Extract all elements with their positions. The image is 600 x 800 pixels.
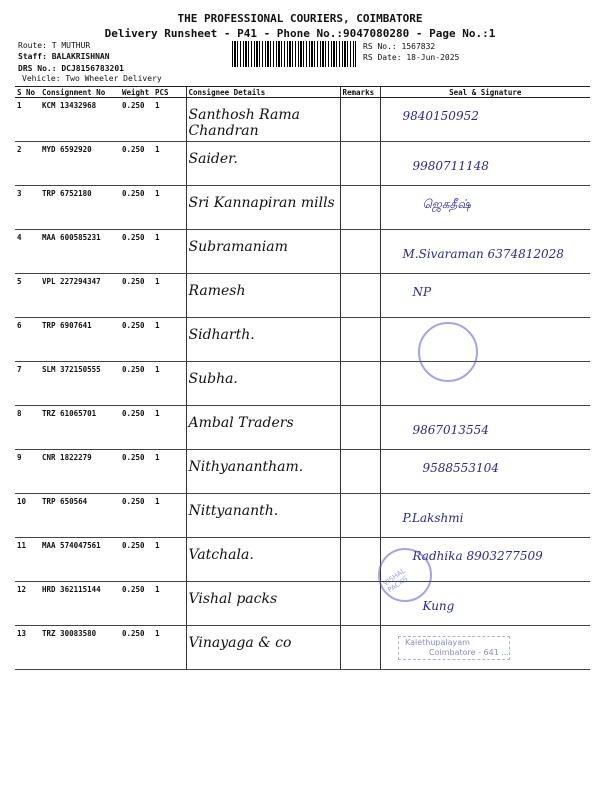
row-consignment-no: TRP 6752180 [40, 186, 120, 230]
row-remarks [340, 186, 380, 230]
row-consignee-cell [186, 230, 340, 274]
row-sno: 7 [15, 362, 40, 406]
row-pcs: 1 [153, 494, 186, 538]
vehicle-label: Vehicle: Two Wheeler Delivery [22, 74, 162, 83]
row-consignee-cell [186, 142, 340, 186]
row-signature: ஜெகதீஷ் [422, 197, 471, 211]
row-consignee-cell [186, 538, 340, 582]
row-weight: 0.250 [120, 582, 153, 626]
table-row [15, 494, 590, 538]
row-weight: 0.250 [120, 494, 153, 538]
row-consignment-no: TRP 6907641 [40, 318, 120, 362]
runsheet-table [15, 86, 590, 670]
row-sno: 13 [15, 626, 40, 670]
table-row [15, 98, 590, 142]
row-sno: 9 [15, 450, 40, 494]
row-remarks [340, 362, 380, 406]
row-signature: 9980711148 [412, 159, 489, 173]
row-consignee-cell [186, 450, 340, 494]
row-signature [383, 365, 589, 373]
row-signature: Kung [422, 599, 455, 613]
row-consignee: Sidharth. [188, 327, 255, 343]
row-pcs: 1 [153, 142, 186, 186]
row-consignee-cell [186, 582, 340, 626]
row-consignee-cell [186, 274, 340, 318]
row-remarks [340, 626, 380, 670]
row-signature-cell [380, 142, 590, 186]
table-row [15, 274, 590, 318]
row-remarks [340, 318, 380, 362]
row-sno: 12 [15, 582, 40, 626]
row-weight: 0.250 [120, 626, 153, 670]
row-signature-cell [380, 362, 590, 406]
row-remarks [340, 406, 380, 450]
row-remarks [340, 98, 380, 142]
row-signature-cell [380, 230, 590, 274]
rs-date: RS Date: 18-Jun-2025 [363, 53, 460, 62]
row-consignee-cell [186, 494, 340, 538]
table-row [15, 450, 590, 494]
row-signature: P.Lakshmi [402, 511, 464, 525]
row-consignee-cell [186, 362, 340, 406]
table-header-row [15, 87, 590, 98]
row-pcs: 1 [153, 318, 186, 362]
table-row [15, 230, 590, 274]
row-weight: 0.250 [120, 230, 153, 274]
row-consignee: Sri Kannapiran mills [188, 195, 335, 211]
row-remarks [340, 274, 380, 318]
col-sno: S No [15, 87, 40, 98]
row-remarks [340, 582, 380, 626]
row-signature-cell [380, 494, 590, 538]
row-pcs: 1 [153, 230, 186, 274]
row-pcs: 1 [153, 274, 186, 318]
rs-number: RS No.: 1567832 [363, 42, 436, 51]
row-weight: 0.250 [120, 362, 153, 406]
row-remarks [340, 230, 380, 274]
stamp-line-2: Coimbatore - 641 ... [429, 648, 509, 657]
row-consignee: Vinayaga & co [188, 635, 292, 651]
row-consignee: Ramesh [188, 283, 246, 299]
staff-label: Staff: BALAKRISHNAN [18, 52, 110, 61]
row-signature-cell [380, 318, 590, 362]
row-consignment-no: TRZ 30083580 [40, 626, 120, 670]
row-sno: 2 [15, 142, 40, 186]
table-row [15, 318, 590, 362]
row-consignment-no: TRZ 61065701 [40, 406, 120, 450]
col-seal-signature: Seal & Signature [380, 87, 590, 98]
row-consignment-no: CNR 1822279 [40, 450, 120, 494]
row-sno: 11 [15, 538, 40, 582]
row-consignment-no: MYD 6592920 [40, 142, 120, 186]
route-label: Route: T MUTHUR [18, 41, 91, 50]
row-consignment-no: MAA 600585231 [40, 230, 120, 274]
row-consignee-cell [186, 98, 340, 142]
row-consignee-cell [186, 406, 340, 450]
office-address-stamp [398, 636, 510, 660]
col-consignee-details: Consignee Details [186, 87, 340, 98]
row-weight: 0.250 [120, 98, 153, 142]
row-signature: 9840150952 [402, 109, 479, 123]
drs-label: DRS No.: DCJ8156783201 [18, 64, 124, 73]
row-consignee: Nittyananth. [188, 503, 279, 519]
row-weight: 0.250 [120, 274, 153, 318]
row-signature-cell [380, 186, 590, 230]
row-consignee-cell [186, 186, 340, 230]
row-sno: 4 [15, 230, 40, 274]
row-pcs: 1 [153, 626, 186, 670]
row-pcs: 1 [153, 450, 186, 494]
col-pcs: PCS [153, 87, 186, 98]
col-consignment-no: Consignment No [40, 87, 120, 98]
row-consignee-cell [186, 626, 340, 670]
row-signature: 9588553104 [422, 461, 499, 475]
vishal-seal-text: VISHAL PACKS [381, 566, 410, 595]
row-remarks [340, 142, 380, 186]
row-weight: 0.250 [120, 142, 153, 186]
col-remarks: Remarks [340, 87, 380, 98]
row-pcs: 1 [153, 406, 186, 450]
row-consignment-no: TRP 650564 [40, 494, 120, 538]
row-consignment-no: KCM 13432968 [40, 98, 120, 142]
row-sno: 10 [15, 494, 40, 538]
row-consignment-no: HRD 362115144 [40, 582, 120, 626]
row-consignee: Subha. [188, 371, 238, 387]
row-signature: 9867013554 [412, 423, 489, 437]
table-row [15, 186, 590, 230]
row-sno: 6 [15, 318, 40, 362]
row-pcs: 1 [153, 538, 186, 582]
row-consignment-no: VPL 227294347 [40, 274, 120, 318]
runsheet-title: THE PROFESSIONAL COURIERS, COIMBATORE [177, 12, 423, 25]
row-signature-cell [380, 98, 590, 142]
row-remarks [340, 538, 380, 582]
table-row [15, 142, 590, 186]
row-weight: 0.250 [120, 186, 153, 230]
col-weight: Weight [120, 87, 153, 98]
row-sno: 1 [15, 98, 40, 142]
row-weight: 0.250 [120, 406, 153, 450]
row-signature-cell [380, 274, 590, 318]
row-consignee: Subramaniam [188, 239, 288, 255]
row-signature: Radhika 8903277509 [412, 549, 543, 563]
row-signature: M.Sivaraman 6374812028 [402, 247, 564, 261]
row-consignee: Nithyanantham. [188, 459, 304, 475]
row-consignee: Vatchala. [188, 547, 254, 563]
row-weight: 0.250 [120, 450, 153, 494]
row-sno: 3 [15, 186, 40, 230]
row-signature [383, 321, 589, 335]
table-row [15, 362, 590, 406]
row-sno: 5 [15, 274, 40, 318]
row-consignee: Vishal packs [188, 591, 278, 607]
row-consignee: Saider. [188, 151, 238, 167]
row-pcs: 1 [153, 98, 186, 142]
row-remarks [340, 494, 380, 538]
table-row [15, 538, 590, 582]
vishal-packs-seal [378, 548, 432, 602]
runsheet-subtitle: Delivery Runsheet - P41 - Phone No.:9047080280 - Page No.:1 [104, 27, 496, 40]
barcode [232, 41, 356, 67]
row-remarks [340, 450, 380, 494]
stamp-line-1: Kalethupalayam [405, 638, 470, 647]
row-pcs: 1 [153, 186, 186, 230]
row-weight: 0.250 [120, 538, 153, 582]
row-pcs: 1 [153, 362, 186, 406]
table-row [15, 406, 590, 450]
row-pcs: 1 [153, 582, 186, 626]
row-consignee: Ambal Traders [188, 415, 294, 431]
row-signature-cell [380, 450, 590, 494]
row-consignee: Santhosh Rama Chandran [188, 107, 301, 139]
row-consignment-no: MAA 574047561 [40, 538, 120, 582]
row-signature-cell [380, 406, 590, 450]
row-consignment-no: SLM 372150555 [40, 362, 120, 406]
table-row [15, 582, 590, 626]
row-consignee-cell [186, 318, 340, 362]
row-signature: NP [412, 285, 432, 299]
office-seal-stamp [418, 322, 478, 382]
row-sno: 8 [15, 406, 40, 450]
row-weight: 0.250 [120, 318, 153, 362]
